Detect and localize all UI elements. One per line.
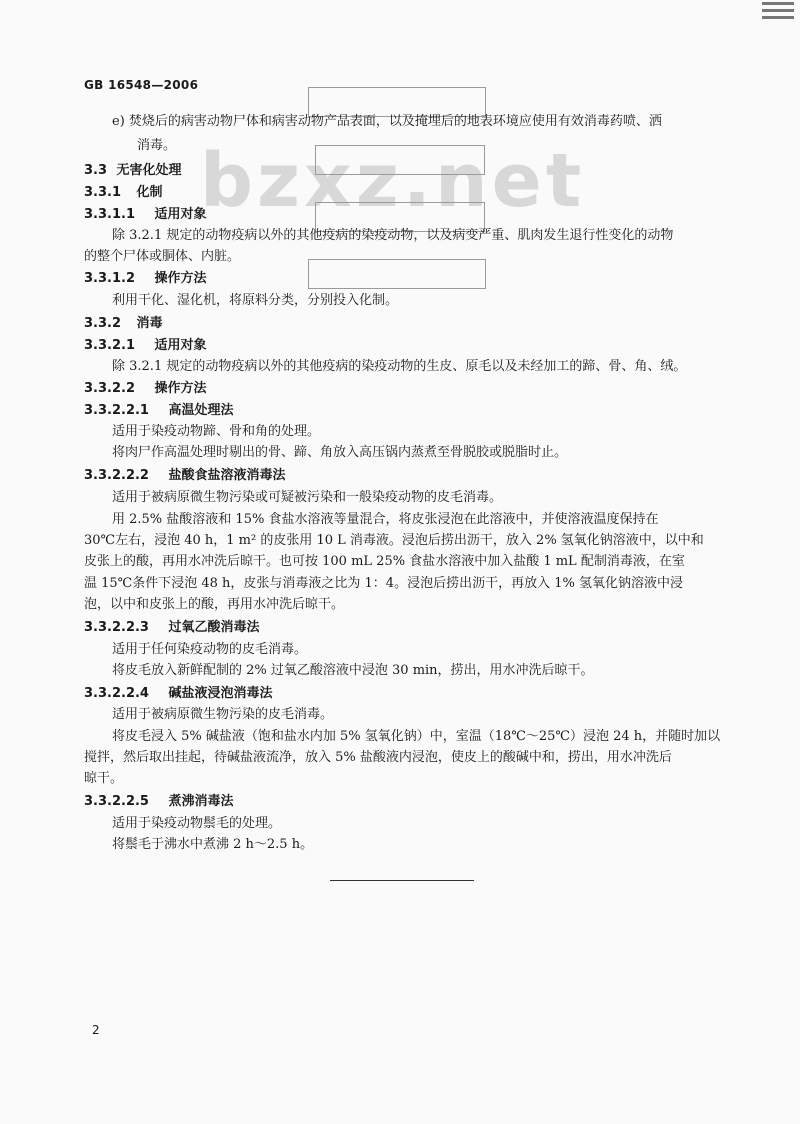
placeholder-box — [315, 145, 485, 175]
paragraph: 除 3.2.1 规定的动物疫病以外的其他疫病的染疫动物的生皮、原毛以及未经加工的蹄、骨、角、绒。 — [112, 359, 687, 374]
standard-code: GB 16548—2006 — [84, 78, 199, 92]
paragraph: 30℃左右，浸泡 40 h，1 m² 的皮张用 10 L 消毒液。浸泡后捞出沥干，放入 2% 氢氧化钠溶液中，以中和 — [84, 533, 704, 548]
paragraph: 泡，以中和皮张上的酸，再用水冲洗后晾干。 — [84, 597, 345, 612]
section-number: 3.3.2.2.2 — [84, 468, 149, 483]
section-title: 操作方法 — [154, 381, 207, 396]
section-heading — [84, 205, 207, 225]
section-heading — [84, 466, 286, 486]
section-title: 盐酸食盐溶液消毒法 — [168, 468, 286, 483]
section-number: 3.3.2.2.4 — [84, 686, 149, 701]
end-rule — [330, 880, 474, 881]
section-heading — [84, 183, 163, 203]
paragraph: 适用于被病原微生物污染的皮毛消毒。 — [112, 707, 334, 722]
section-number: 3.3.1.2 — [84, 271, 135, 286]
paragraph: 利用干化、湿化机，将原料分类，分别投入化制。 — [112, 293, 399, 308]
paragraph: 搅拌，然后取出挂起，待碱盐液流净，放入 5% 盐酸液内浸泡，使皮上的酸碱中和，捞出，用水冲洗后 — [84, 750, 672, 765]
section-title: 适用对象 — [154, 207, 207, 222]
section-number: 3.3 — [84, 163, 108, 178]
section-title: 适用对象 — [154, 338, 207, 353]
section-number: 3.3.2 — [84, 316, 122, 331]
section-number: 3.3.1 — [84, 185, 122, 200]
paragraph: 适用于被病原微生物污染或可疑被污染和一般染疫动物的皮毛消毒。 — [112, 490, 503, 505]
paragraph: 皮张上的酸，再用水冲洗后晾干。也可按 100 mL 25% 食盐水溶液中加入盐酸 1 mL 配制消毒液，在室 — [84, 554, 685, 569]
watermark: bzxz.net — [200, 138, 586, 224]
paragraph: 适用于任何染疫动物的皮毛消毒。 — [112, 642, 308, 657]
paragraph: 适用于染疫动物蹄、骨和角的处理。 — [112, 424, 321, 439]
section-heading — [84, 684, 273, 704]
section-title: 煮沸消毒法 — [168, 794, 234, 809]
section-number: 3.3.2.1 — [84, 338, 135, 353]
paragraph: 将肉尸作高温处理时剔出的骨、蹄、角放入高压锅内蒸煮至骨脱胶或脱脂时止。 — [112, 445, 568, 460]
section-heading — [84, 379, 207, 399]
section-number: 3.3.2.2.1 — [84, 403, 149, 418]
section-heading — [84, 618, 260, 638]
paragraph: 用 2.5% 盐酸溶液和 15% 食盐水溶液等量混合，将皮张浸泡在此溶液中，并使溶液温度保持在 — [112, 512, 659, 527]
section-heading — [84, 269, 207, 289]
section-number: 3.3.2.2.5 — [84, 794, 149, 809]
section-title: 消毒 — [136, 316, 163, 331]
paragraph: 将皮毛放入新鲜配制的 2% 过氧乙酸溶液中浸泡 30 min，捞出，用水冲洗后晾干。 — [112, 663, 594, 678]
section-title: 过氧乙酸消毒法 — [168, 620, 260, 635]
section-title: 操作方法 — [154, 271, 207, 286]
section-heading — [84, 161, 182, 181]
section-heading — [84, 792, 234, 812]
paragraph: 温 15℃条件下浸泡 48 h，皮张与消毒液之比为 1：4。浸泡后捞出沥干，再放入 1% 氢氧化钠溶液中浸 — [84, 576, 683, 591]
section-number: 3.3.2.2.3 — [84, 620, 149, 635]
section-number: 3.3.1.1 — [84, 207, 135, 222]
section-heading — [84, 314, 163, 334]
paragraph: 将鬃毛于沸水中煮沸 2 h～2.5 h。 — [112, 837, 314, 852]
section-heading — [84, 401, 234, 421]
paragraph: 的整个尸体或胴体、内脏。 — [84, 249, 241, 264]
paragraph: 将皮毛浸入 5% 碱盐液（饱和盐水内加 5% 氢氧化钠）中，室温（18℃～25℃）浸泡 24 h，并随时加以 — [112, 729, 721, 744]
paragraph: 除 3.2.1 规定的动物疫病以外的其他疫病的染疫动物，以及病变严重、肌肉发生退行性变化的动物 — [112, 228, 674, 243]
paragraph-e-line1: e) 焚烧后的病害动物尸体和病害动物产品表面，以及掩埋后的地表环境应使用有效消毒药喷、洒 — [112, 114, 662, 129]
section-number: 3.3.2.2 — [84, 381, 135, 396]
placeholder-box — [308, 259, 486, 289]
section-title: 无害化处理 — [116, 163, 182, 178]
section-title: 碱盐液浸泡消毒法 — [168, 686, 273, 701]
section-heading — [84, 336, 207, 356]
section-title: 高温处理法 — [168, 403, 234, 418]
page-number: 2 — [92, 1023, 100, 1037]
paragraph: 适用于染疫动物鬃毛的处理。 — [112, 816, 282, 831]
section-title: 化制 — [136, 185, 163, 200]
paragraph-e-line2: 消毒。 — [137, 138, 177, 153]
menu-lines-icon[interactable] — [762, 2, 794, 26]
paragraph: 晾干。 — [84, 771, 124, 786]
